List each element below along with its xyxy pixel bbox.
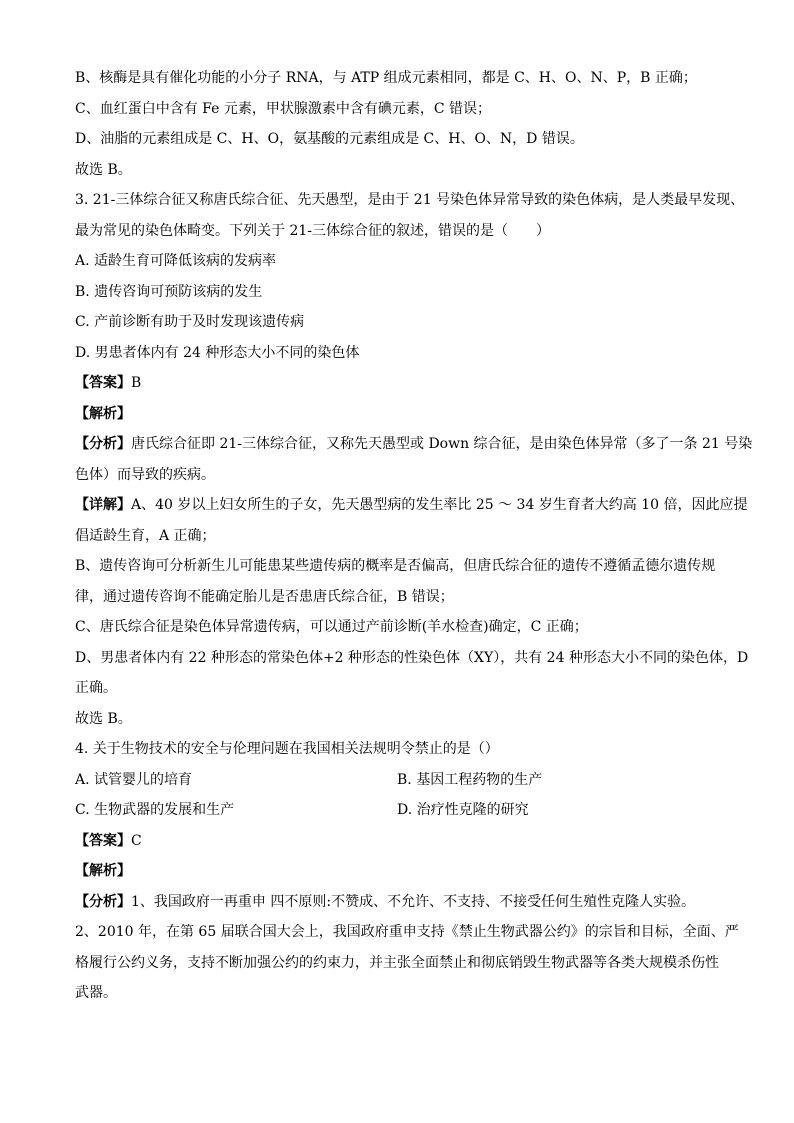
q3-fenxi-tag: 【分析】 (75, 436, 131, 452)
q3-stem-line-1: 3. 21-三体综合征又称唐氏综合征、先天愚型，是由于 21 号染色体异常导致的染色体病，是人类最早发现、 (75, 192, 745, 208)
q3-xiangjie-a-text-1: A、40 岁以上妇女所生的子女，先天愚型病的发生率比 25 ～ 34 岁生育者大约高 10 倍，因此应提 (131, 497, 748, 513)
q2-option-c-explanation: C、血红蛋白中含有 Fe 元素，甲状腺激素中含有碘元素，C 错误； (75, 100, 492, 117)
q3-xiangjie-c: C、唐氏综合征是染色体异常遗传病，可以通过产前诊断(羊水检查)确定，C 正确； (75, 619, 588, 635)
q3-option-d: D. 男患者体内有 24 种形态大小不同的染色体 (75, 344, 360, 361)
q4-fenxi-2-line-2: 格履行公约义务，支持不断加强公约的约束力，并主张全面禁止和彻底销毁生物武器等各类大规模杀伤性 (75, 954, 719, 971)
q3-conclusion: 故选 B。 (75, 710, 132, 727)
q3-xiangjie-d-line-2: 正确。 (75, 680, 117, 696)
q3-xiangjie-d-line-1: D、男患者体内有 22 种形态的常染色体+2 种形态的性染色体（XY），共有 24 种形态大小不同的染色体，D (75, 649, 749, 666)
q4-option-d: D. 治疗性克隆的研究 (397, 802, 529, 818)
q3-fenxi-text-1: 唐氏综合征即 21-三体综合征，又称先天愚型或 Down 综合征，是由染色体异常（多了一条 21 号染 (131, 436, 753, 452)
q4-answer-tag: 【答案】 (75, 832, 131, 849)
q3-xiangjie-a-line-1 (75, 490, 748, 521)
q4-fenxi-tag: 【分析】 (75, 893, 131, 910)
q4-option-c: C. 生物武器的发展和生产 (75, 802, 235, 818)
q4-options-row-2 (75, 795, 725, 826)
q2-option-b-explanation: B、核酶是具有催化功能的小分子 RNA，与 ATP 组成元素相同，都是 C、H、O、N、P，B 正确； (75, 70, 697, 86)
q2-option-d-explanation: D、油脂的元素组成是 C、H、O，氨基酸的元素组成是 C、H、O、N，D 错误。 (75, 131, 584, 147)
q4-stem: 4. 关于生物技术的安全与伦理问题在我国相关法规明令禁止的是（） (75, 741, 499, 757)
q3-xiangjie-b-line-1: B、遗传咨询可分析新生儿可能患某些遗传病的概率是否偏高，但唐氏综合征的遗传不遵循孟德尔遗传规 (75, 558, 716, 574)
q4-analysis-tag: 【解析】 (75, 863, 131, 879)
q3-xiangjie-tag: 【详解】 (75, 497, 131, 513)
q3-answer (75, 368, 725, 399)
document-page (75, 63, 753, 1009)
q3-analysis-tag: 【解析】 (75, 405, 131, 422)
q4-fenxi-text-1: 1、我国政府一再重申 四不原则:不赞成、不允许、不支持、不接受任何生殖性克隆人实验。 (131, 893, 696, 910)
q2-conclusion: 故选 B。 (75, 161, 132, 178)
q3-xiangjie-b-line-2: 律，通过遗传咨询不能确定胎儿是否患唐氏综合征，B 错误； (75, 588, 454, 605)
q3-xiangjie-a-line-2: 倡适龄生育，A 正确； (75, 527, 216, 544)
q3-option-b: B. 遗传咨询可预防该病的发生 (75, 283, 263, 300)
q3-option-c: C. 产前诊断有助于及时发现该遗传病 (75, 314, 305, 330)
q4-answer-value: C (131, 832, 142, 849)
q4-fenxi-2-line-3: 武器。 (75, 985, 117, 1001)
q3-fenxi-line-2: 色体）而导致的疾病。 (75, 466, 215, 483)
q4-fenxi-line-1 (75, 887, 725, 918)
q4-fenxi-2-line-1: 2、2010 年，在第 65 届联合国大会上，我国政府重申支持《禁止生物武器公约》的宗旨和目标，全面、严 (75, 924, 739, 940)
q3-option-a: A. 适龄生育可降低该病的发病率 (75, 253, 277, 269)
q3-answer-value: B (131, 375, 142, 391)
q4-answer (75, 826, 725, 857)
q3-stem-line-2: 最为常见的染色体畸变。下列关于 21-三体综合征的叙述，错误的是（ ） (75, 222, 550, 239)
q3-answer-tag: 【答案】 (75, 375, 131, 391)
q4-option-b: B. 基因工程药物的生产 (397, 771, 543, 788)
q4-option-a: A. 试管婴儿的培育 (75, 771, 193, 788)
q4-options-row-1 (75, 765, 725, 796)
q3-fenxi-line-1 (75, 429, 753, 460)
